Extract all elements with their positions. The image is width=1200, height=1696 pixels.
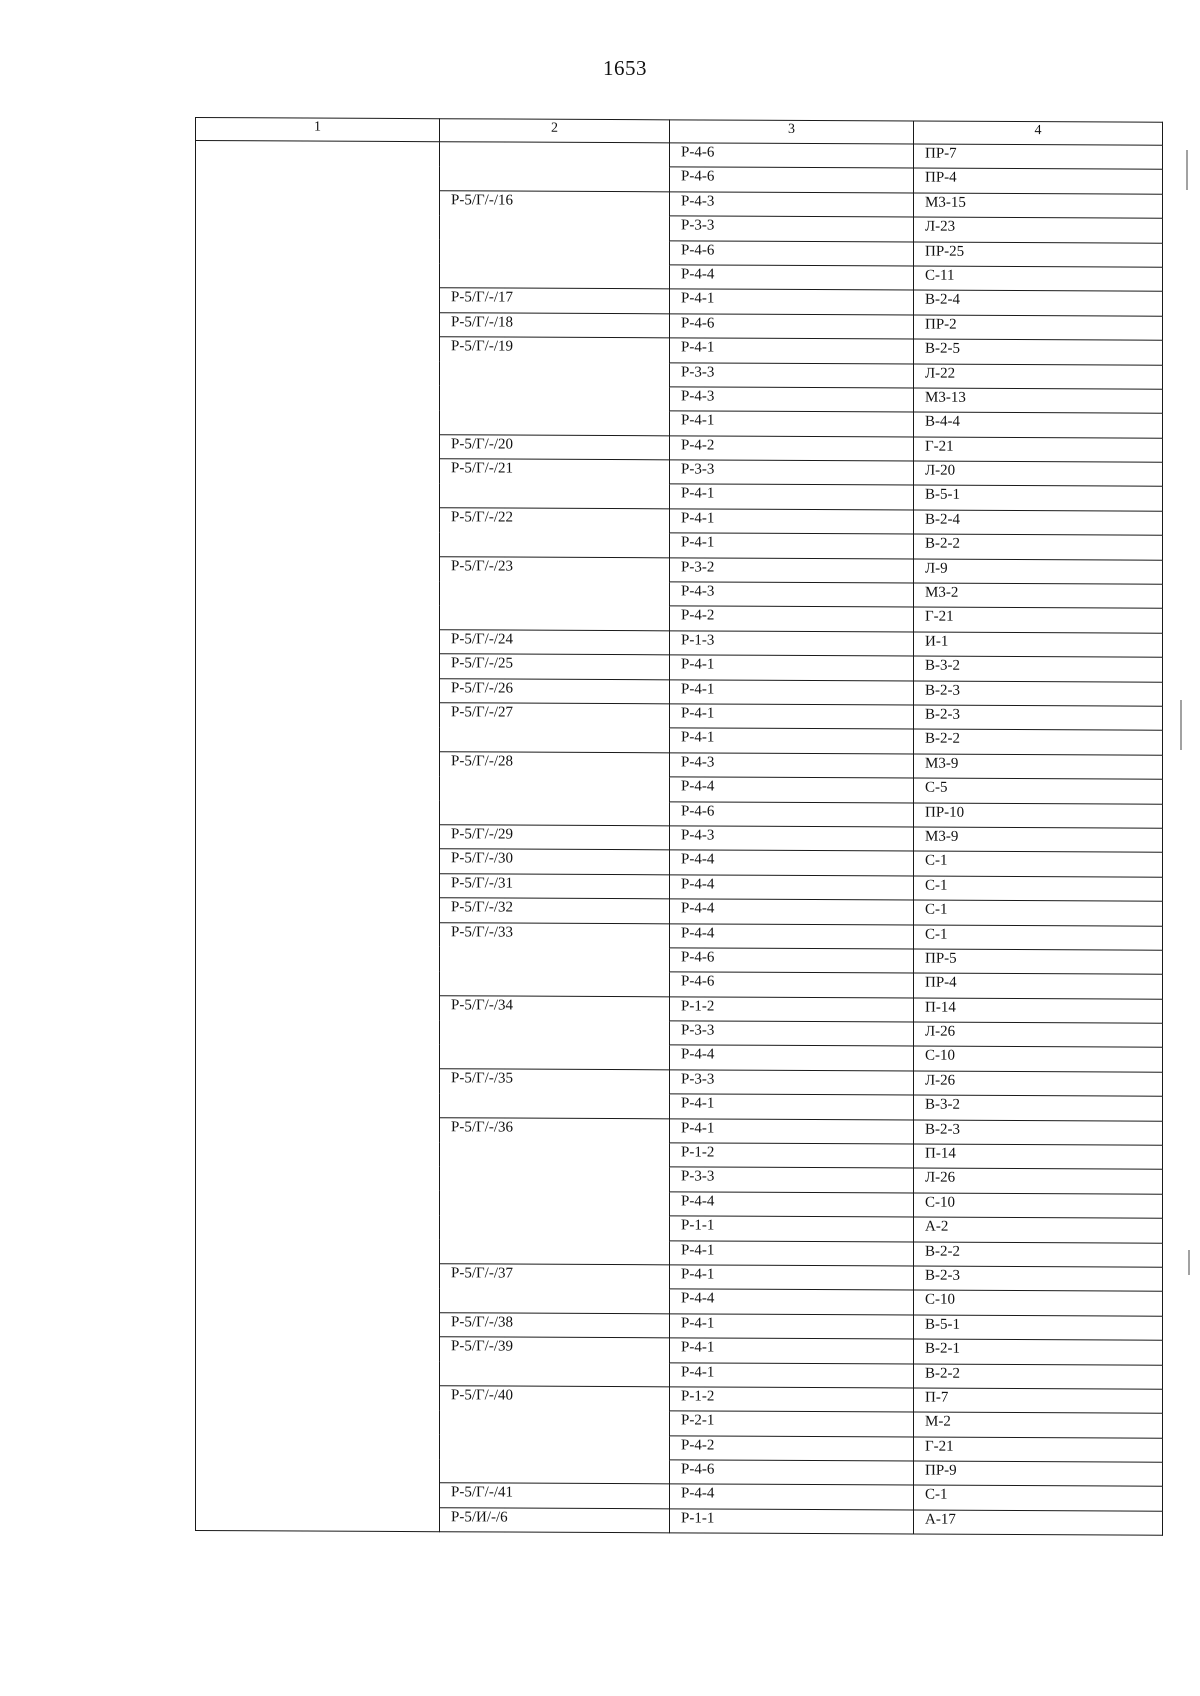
section-code-cell: Р-3-3: [670, 460, 914, 486]
reference-code-cell: ПР-7: [914, 144, 1163, 170]
reference-code-cell: Г-21: [914, 437, 1163, 463]
section-code-cell: Р-3-3: [670, 1021, 914, 1047]
reference-code-cell: В-2-4: [914, 290, 1163, 316]
reference-code-cell: ПР-10: [914, 803, 1163, 829]
reference-code-cell: В-2-5: [914, 339, 1163, 365]
designation-cell: Р-5/Г/-/41: [440, 1483, 670, 1509]
designation-cell: Р-5/Г/-/34: [440, 995, 670, 1021]
reference-code-cell: В-2-3: [914, 705, 1163, 731]
designation-cell: [440, 1190, 670, 1216]
section-code-cell: Р-4-3: [670, 192, 914, 218]
column-header-1: 1: [196, 118, 440, 142]
designation-cell: [440, 264, 670, 290]
designation-cell: [440, 1166, 670, 1192]
reference-code-cell: Л-22: [914, 364, 1163, 390]
section-code-cell: Р-3-3: [670, 1070, 914, 1096]
designation-cell: Р-5/Г/-/24: [440, 630, 670, 656]
reference-code-cell: М-2: [914, 1412, 1163, 1438]
designation-cell: [440, 142, 670, 168]
reference-code-cell: П-14: [914, 998, 1163, 1024]
designation-cell: [440, 581, 670, 607]
section-code-cell: Р-1-2: [670, 996, 914, 1022]
section-code-cell: Р-4-4: [670, 850, 914, 876]
designation-cell: Р-5/Г/-/26: [440, 678, 670, 704]
designation-cell: [440, 971, 670, 997]
designation-cell: Р-5/Г/-/32: [440, 898, 670, 924]
reference-code-cell: Л-26: [914, 1071, 1163, 1097]
designation-cell: [440, 776, 670, 802]
designation-cell: Р-5/Г/-/16: [440, 190, 670, 216]
section-code-cell: Р-4-4: [670, 1045, 914, 1071]
reference-code-cell: Г-21: [914, 607, 1163, 633]
designation-cell: [440, 215, 670, 241]
table-row: [196, 141, 1163, 170]
section-code-cell: Р-4-6: [670, 314, 914, 340]
reference-code-cell: В-2-4: [914, 510, 1163, 536]
section-code-cell: Р-4-1: [670, 728, 914, 754]
reference-code-cell: Л-26: [914, 1168, 1163, 1194]
designation-cell: Р-5/Г/-/35: [440, 1069, 670, 1095]
section-code-cell: Р-4-1: [670, 1094, 914, 1120]
designation-cell: [440, 727, 670, 753]
page-number: 1653: [603, 56, 647, 80]
section-code-cell: Р-4-4: [670, 1192, 914, 1218]
reference-code-cell: ПР-9: [914, 1461, 1163, 1487]
reference-code-cell: В-2-3: [914, 1120, 1163, 1146]
designation-cell: [440, 1142, 670, 1168]
section-code-cell: Р-4-4: [670, 777, 914, 803]
reference-code-cell: Л-23: [914, 217, 1163, 243]
reference-code-cell: ПР-4: [914, 168, 1163, 194]
reference-code-cell: В-2-1: [914, 1339, 1163, 1365]
designation-cell: [440, 1434, 670, 1460]
scan-artifact: [1180, 700, 1182, 750]
designation-cell: [440, 386, 670, 412]
reference-code-cell: В-2-2: [914, 534, 1163, 560]
section-code-cell: Р-4-6: [670, 1460, 914, 1486]
designation-cell: [440, 166, 670, 192]
designation-cell: Р-5/Г/-/39: [440, 1337, 670, 1363]
reference-code-cell: С-1: [914, 925, 1163, 951]
section-code-cell: Р-3-2: [670, 557, 914, 583]
reference-code-cell: В-2-2: [914, 1242, 1163, 1268]
designation-cell: Р-5/Г/-/23: [440, 556, 670, 582]
section-code-cell: Р-4-6: [670, 143, 914, 169]
designation-cell: Р-5/И/-/6: [440, 1508, 670, 1534]
section-code-cell: Р-4-3: [670, 753, 914, 779]
section-code-cell: Р-1-2: [670, 1387, 914, 1413]
designation-cell: [440, 1093, 670, 1119]
reference-code-cell: М3-9: [914, 827, 1163, 853]
section-code-cell: Р-4-6: [670, 167, 914, 193]
column-1-cell: [196, 141, 440, 1532]
section-code-cell: Р-4-1: [670, 655, 914, 681]
section-code-cell: Р-4-2: [670, 1436, 914, 1462]
designation-cell: Р-5/Г/-/20: [440, 434, 670, 460]
designation-cell: [440, 361, 670, 387]
section-code-cell: Р-4-1: [670, 1362, 914, 1388]
section-code-cell: Р-2-1: [670, 1411, 914, 1437]
designation-cell: Р-5/Г/-/25: [440, 654, 670, 680]
section-code-cell: Р-4-6: [670, 972, 914, 998]
designation-cell: [440, 239, 670, 265]
reference-code-cell: С-1: [914, 876, 1163, 902]
reference-code-cell: С-5: [914, 778, 1163, 804]
section-code-cell: Р-4-1: [670, 411, 914, 437]
reference-code-cell: Л-26: [914, 1022, 1163, 1048]
section-code-cell: Р-4-1: [670, 704, 914, 730]
scan-artifact: [1186, 150, 1188, 190]
section-code-cell: Р-4-1: [670, 1118, 914, 1144]
reference-code-cell: В-2-2: [914, 729, 1163, 755]
section-code-cell: Р-4-1: [670, 1265, 914, 1291]
designation-cell: [440, 1044, 670, 1070]
column-header-2: 2: [440, 119, 670, 143]
reference-code-cell: В-2-3: [914, 681, 1163, 707]
reference-code-cell: А-17: [914, 1510, 1163, 1536]
section-code-cell: Р-4-3: [670, 387, 914, 413]
column-header-3: 3: [670, 120, 914, 144]
reference-code-cell: М3-15: [914, 193, 1163, 219]
section-code-cell: Р-4-6: [670, 948, 914, 974]
section-code-cell: Р-4-4: [670, 1484, 914, 1510]
reference-code-cell: С-1: [914, 1485, 1163, 1511]
designation-cell: Р-5/Г/-/29: [440, 825, 670, 851]
reference-code-cell: В-3-2: [914, 1095, 1163, 1121]
reference-code-cell: ПР-4: [914, 973, 1163, 999]
designation-cell: [440, 1239, 670, 1265]
designation-cell: Р-5/Г/-/18: [440, 312, 670, 338]
section-code-cell: Р-4-2: [670, 606, 914, 632]
reference-code-cell: ПР-2: [914, 315, 1163, 341]
section-code-cell: Р-4-1: [670, 338, 914, 364]
section-code-cell: Р-1-3: [670, 631, 914, 657]
designation-cell: [440, 1020, 670, 1046]
designation-cell: Р-5/Г/-/19: [440, 337, 670, 363]
designation-cell: Р-5/Г/-/17: [440, 288, 670, 314]
reference-code-cell: М3-9: [914, 754, 1163, 780]
designation-cell: Р-5/Г/-/33: [440, 922, 670, 948]
reference-code-cell: С-1: [914, 900, 1163, 926]
table-body: [196, 141, 1163, 1536]
reference-code-cell: А-2: [914, 1217, 1163, 1243]
designation-cell: Р-5/Г/-/36: [440, 1117, 670, 1143]
designation-cell: Р-5/Г/-/27: [440, 703, 670, 729]
scan-artifact: [1188, 1250, 1190, 1275]
section-code-cell: Р-4-1: [670, 289, 914, 315]
reference-code-cell: С-10: [914, 1193, 1163, 1219]
designation-cell: [440, 1215, 670, 1241]
designation-cell: Р-5/Г/-/21: [440, 459, 670, 485]
section-code-cell: Р-4-1: [670, 1240, 914, 1266]
designation-cell: [440, 1410, 670, 1436]
reference-code-cell: ПР-25: [914, 242, 1163, 268]
reference-code-cell: В-5-1: [914, 485, 1163, 511]
designation-cell: Р-5/Г/-/31: [440, 873, 670, 899]
designation-cell: Р-5/Г/-/28: [440, 751, 670, 777]
section-code-cell: Р-3-3: [670, 216, 914, 242]
designation-cell: [440, 1361, 670, 1387]
section-code-cell: Р-4-3: [670, 826, 914, 852]
section-code-cell: Р-4-4: [670, 875, 914, 901]
reference-code-cell: И-1: [914, 632, 1163, 658]
reference-code-cell: В-2-3: [914, 1266, 1163, 1292]
reference-code-cell: Л-20: [914, 461, 1163, 487]
designation-cell: [440, 800, 670, 826]
section-code-cell: Р-4-1: [670, 533, 914, 559]
reference-code-cell: В-4-4: [914, 412, 1163, 438]
reference-code-cell: П-7: [914, 1388, 1163, 1414]
designation-cell: [440, 947, 670, 973]
designation-cell: Р-5/Г/-/38: [440, 1312, 670, 1338]
section-code-cell: Р-4-2: [670, 436, 914, 462]
designation-cell: Р-5/Г/-/37: [440, 1264, 670, 1290]
column-header-4: 4: [914, 121, 1163, 145]
reference-code-cell: В-2-2: [914, 1364, 1163, 1390]
section-code-cell: Р-4-4: [670, 899, 914, 925]
designation-cell: [440, 532, 670, 558]
designation-cell: Р-5/Г/-/40: [440, 1386, 670, 1412]
section-code-cell: Р-1-1: [670, 1509, 914, 1535]
designation-cell: [440, 1459, 670, 1485]
section-code-cell: Р-4-1: [670, 1314, 914, 1340]
designation-cell: Р-5/Г/-/22: [440, 508, 670, 534]
section-code-cell: Р-3-3: [670, 1167, 914, 1193]
designation-cell: Р-5/Г/-/30: [440, 849, 670, 875]
designation-cell: [440, 483, 670, 509]
reference-code-cell: Л-9: [914, 559, 1163, 585]
reference-code-cell: С-11: [914, 266, 1163, 292]
designation-cell: [440, 605, 670, 631]
section-code-cell: Р-4-1: [670, 509, 914, 535]
section-code-cell: Р-4-6: [670, 240, 914, 266]
reference-code-cell: В-3-2: [914, 656, 1163, 682]
reference-code-cell: В-5-1: [914, 1315, 1163, 1341]
section-code-cell: Р-4-4: [670, 265, 914, 291]
section-code-cell: Р-4-6: [670, 801, 914, 827]
section-code-cell: Р-4-4: [670, 923, 914, 949]
reference-code-cell: П-14: [914, 1144, 1163, 1170]
reference-code-cell: С-1: [914, 851, 1163, 877]
reference-code-cell: С-10: [914, 1046, 1163, 1072]
designation-cell: [440, 410, 670, 436]
section-code-cell: Р-1-1: [670, 1216, 914, 1242]
section-code-cell: Р-4-1: [670, 484, 914, 510]
section-code-cell: Р-4-4: [670, 1289, 914, 1315]
section-code-cell: Р-4-3: [670, 582, 914, 608]
reference-code-cell: Г-21: [914, 1437, 1163, 1463]
section-code-cell: Р-4-1: [670, 1338, 914, 1364]
section-code-cell: Р-4-1: [670, 679, 914, 705]
reference-code-cell: М3-13: [914, 388, 1163, 414]
reference-code-cell: С-10: [914, 1290, 1163, 1316]
reference-code-cell: ПР-5: [914, 949, 1163, 975]
reference-code-cell: М3-2: [914, 583, 1163, 609]
designation-cell: [440, 1288, 670, 1314]
register-table: [195, 117, 1163, 1536]
section-code-cell: Р-3-3: [670, 362, 914, 388]
section-code-cell: Р-1-2: [670, 1143, 914, 1169]
